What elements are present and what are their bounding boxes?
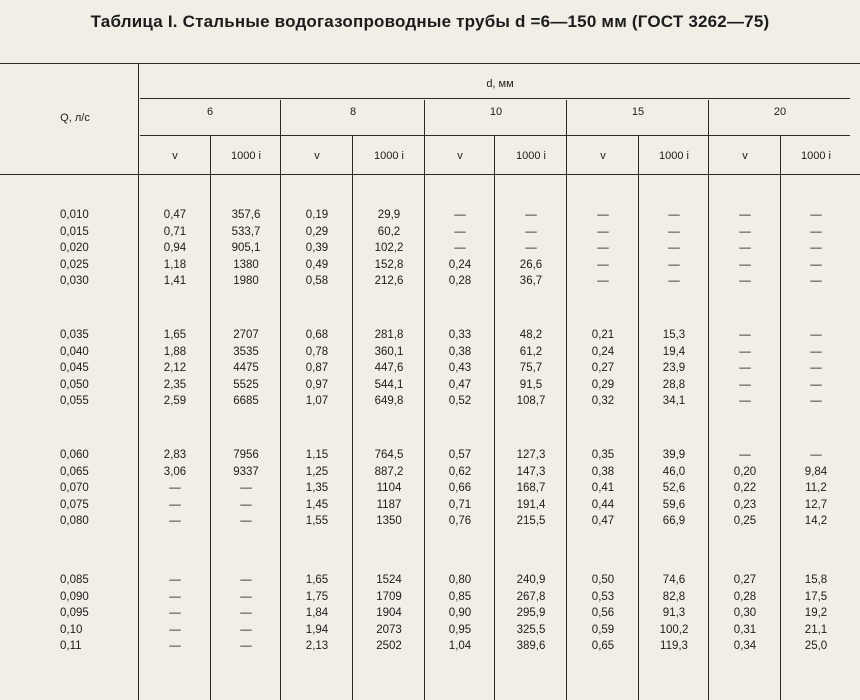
- head-loss-cell: —: [240, 640, 252, 652]
- velocity-cell: 0,39: [305, 242, 329, 254]
- head-loss-cell: 2707: [233, 329, 259, 341]
- rule-q-col: [138, 63, 139, 700]
- v-header: v: [742, 150, 748, 162]
- head-loss-cell: 240,9: [516, 574, 546, 586]
- velocity-cell: —: [739, 225, 751, 238]
- head-loss-cell: —: [810, 242, 822, 254]
- velocity-cell: 1,15: [305, 449, 329, 461]
- velocity-cell: —: [739, 395, 751, 407]
- velocity-cell: 1,65: [305, 574, 329, 586]
- flow-rate-cell: 0,055: [60, 395, 89, 407]
- velocity-cell: 0,47: [163, 209, 187, 221]
- velocity-cell: 0,97: [305, 378, 329, 391]
- v-header: v: [600, 150, 606, 162]
- head-loss-cell: 649,8: [374, 395, 404, 407]
- head-loss-cell: —: [668, 242, 680, 254]
- velocity-cell: —: [169, 574, 181, 586]
- velocity-cell: 0,28: [733, 590, 757, 603]
- head-loss-cell: —: [810, 209, 822, 221]
- velocity-cell: 0,43: [448, 362, 472, 374]
- head-loss-cell: 447,6: [374, 362, 404, 374]
- v-header: v: [172, 150, 178, 162]
- velocity-cell: 0,44: [591, 498, 615, 511]
- head-loss-cell: 119,3: [660, 640, 688, 652]
- head-loss-cell: —: [810, 275, 822, 287]
- velocity-cell: 1,88: [163, 345, 187, 358]
- head-loss-cell: —: [240, 607, 252, 619]
- head-loss-cell: 6685: [233, 395, 259, 407]
- velocity-cell: 1,65: [163, 329, 187, 341]
- velocity-cell: 1,25: [305, 465, 329, 478]
- velocity-cell: —: [597, 209, 609, 221]
- velocity-cell: 0,29: [591, 378, 615, 391]
- head-loss-cell: 46,0: [662, 465, 686, 478]
- head-loss-cell: 100,2: [659, 623, 689, 636]
- head-loss-cell: 74,6: [662, 574, 686, 586]
- velocity-cell: 1,18: [163, 258, 187, 271]
- velocity-cell: 0,94: [163, 242, 187, 254]
- head-loss-cell: 52,6: [662, 482, 686, 494]
- head-loss-cell: 887,2: [374, 465, 404, 478]
- rule-d10-d15: [566, 100, 567, 700]
- head-loss-cell: 11,2: [805, 482, 827, 494]
- head-loss-cell: —: [810, 449, 822, 461]
- diameter-8: 8: [349, 106, 357, 118]
- flow-rate-cell: 0,095: [60, 607, 89, 619]
- head-loss-cell: 12,7: [804, 498, 828, 511]
- velocity-cell: —: [169, 607, 181, 619]
- velocity-cell: 0,38: [591, 465, 615, 478]
- velocity-cell: 0,52: [448, 395, 472, 407]
- loss-header: 1000 i: [516, 150, 546, 162]
- velocity-cell: —: [739, 209, 751, 221]
- velocity-cell: 0,57: [448, 449, 472, 461]
- v-header: v: [314, 150, 320, 162]
- head-loss-cell: 281,8: [374, 329, 404, 341]
- rule-d6-d8: [280, 100, 281, 700]
- v-header: v: [457, 150, 463, 162]
- head-loss-cell: 3535: [233, 345, 259, 358]
- head-loss-cell: —: [668, 258, 680, 271]
- head-loss-cell: 147,3: [516, 465, 546, 478]
- velocity-cell: 0,21: [591, 329, 615, 341]
- flow-rate-cell: 0,050: [60, 378, 89, 391]
- velocity-cell: —: [454, 225, 466, 238]
- velocity-cell: 0,47: [448, 378, 472, 391]
- velocity-cell: 1,35: [305, 482, 329, 494]
- head-loss-cell: 2073: [376, 623, 402, 636]
- flow-rate-cell: 0,010: [60, 209, 89, 221]
- velocity-cell: 0,30: [733, 607, 757, 619]
- flow-rate-cell: 0,015: [60, 225, 89, 238]
- velocity-cell: —: [169, 590, 181, 603]
- head-loss-cell: 59,6: [662, 498, 686, 511]
- velocity-cell: 0,71: [163, 225, 187, 238]
- head-loss-cell: —: [525, 242, 537, 254]
- velocity-cell: —: [739, 362, 751, 374]
- diameter-20: 20: [773, 106, 787, 118]
- rule-d8-mid: [352, 135, 353, 700]
- velocity-cell: —: [454, 242, 466, 254]
- rule-sub-top: [140, 135, 850, 136]
- head-loss-cell: 15,3: [662, 329, 686, 341]
- velocity-cell: —: [169, 482, 181, 494]
- head-loss-cell: 360,1: [374, 345, 404, 358]
- velocity-cell: 0,41: [591, 482, 615, 494]
- head-loss-cell: —: [240, 515, 252, 527]
- head-loss-cell: 1904: [376, 607, 402, 619]
- head-loss-cell: 19,2: [804, 607, 828, 619]
- velocity-cell: 0,38: [448, 345, 472, 358]
- velocity-cell: 0,85: [448, 590, 472, 603]
- head-loss-cell: —: [810, 378, 822, 391]
- loss-header: 1000 i: [231, 150, 261, 162]
- head-loss-cell: —: [810, 225, 822, 238]
- flow-rate-cell: 0,10: [60, 623, 83, 636]
- head-loss-cell: —: [525, 225, 537, 238]
- velocity-cell: 0,62: [448, 465, 472, 478]
- velocity-cell: 0,56: [591, 607, 615, 619]
- head-loss-cell: 66,9: [662, 515, 686, 527]
- velocity-cell: 0,23: [733, 498, 757, 511]
- velocity-cell: 0,28: [448, 275, 472, 287]
- velocity-cell: 1,04: [448, 640, 472, 652]
- velocity-cell: 0,50: [591, 574, 615, 586]
- velocity-cell: 0,87: [305, 362, 329, 374]
- loss-header: 1000 i: [801, 150, 831, 162]
- velocity-cell: —: [454, 209, 466, 221]
- flow-rate-cell: 0,035: [60, 329, 89, 341]
- head-loss-cell: 544,1: [374, 378, 404, 391]
- head-loss-cell: 25,0: [804, 640, 828, 652]
- flow-rate-cell: 0,090: [60, 590, 89, 603]
- velocity-cell: —: [739, 329, 751, 341]
- velocity-cell: 0,58: [305, 275, 329, 287]
- head-loss-cell: —: [240, 590, 252, 603]
- flow-rate-cell: 0,020: [60, 242, 89, 254]
- rule-d20-mid: [780, 135, 781, 700]
- head-loss-cell: 34,1: [662, 395, 686, 407]
- velocity-cell: 0,95: [448, 623, 472, 636]
- rule-d15-mid: [638, 135, 639, 700]
- diameter-6: 6: [206, 106, 214, 118]
- loss-header: 1000 i: [374, 150, 404, 162]
- velocity-cell: —: [169, 515, 181, 527]
- velocity-cell: 2,13: [305, 640, 329, 652]
- rule-d10-mid: [494, 135, 495, 700]
- head-loss-cell: 168,7: [516, 482, 546, 494]
- velocity-cell: 0,19: [305, 209, 329, 221]
- velocity-cell: 0,27: [733, 574, 757, 586]
- rule-d15-d20: [708, 100, 709, 700]
- rule-d-underline: [140, 98, 850, 99]
- flow-rate-cell: 0,025: [60, 258, 89, 271]
- velocity-cell: 0,47: [591, 515, 615, 527]
- head-loss-cell: 1980: [233, 275, 259, 287]
- pipe-table: [0, 60, 860, 700]
- velocity-cell: —: [597, 275, 609, 287]
- velocity-cell: 3,06: [163, 465, 187, 478]
- velocity-cell: 0,20: [733, 465, 757, 478]
- velocity-cell: 0,66: [448, 482, 472, 494]
- head-loss-cell: 102,2: [374, 242, 404, 254]
- velocity-cell: —: [597, 225, 609, 238]
- head-loss-cell: 17,5: [804, 590, 828, 603]
- head-loss-cell: 4475: [233, 362, 259, 374]
- head-loss-cell: —: [525, 209, 537, 221]
- flow-rate-cell: 0,045: [60, 362, 89, 374]
- table-title: Таблица I. Стальные водогазопроводные трубы d =6—150 мм (ГОСТ 3262—75): [90, 12, 770, 31]
- velocity-cell: 0,65: [591, 640, 615, 652]
- head-loss-cell: 36,7: [519, 275, 543, 287]
- flow-rate-cell: 0,030: [60, 275, 89, 287]
- head-loss-cell: 60,2: [377, 225, 401, 238]
- flow-rate-cell: 0,085: [60, 574, 89, 586]
- head-loss-cell: —: [668, 225, 680, 238]
- velocity-cell: 1,75: [305, 590, 329, 603]
- velocity-cell: 0,34: [733, 640, 757, 652]
- head-loss-cell: 15,8: [804, 574, 828, 586]
- head-loss-cell: 61,2: [519, 345, 543, 358]
- velocity-cell: 1,55: [305, 515, 329, 527]
- velocity-cell: 0,22: [733, 482, 757, 494]
- head-loss-cell: 533,7: [231, 225, 261, 238]
- head-loss-cell: 91,3: [662, 607, 686, 619]
- velocity-cell: 0,90: [448, 607, 472, 619]
- flow-rate-cell: 0,075: [60, 498, 89, 511]
- head-loss-cell: 2502: [376, 640, 402, 652]
- velocity-cell: 0,71: [448, 498, 472, 511]
- head-loss-cell: 7956: [233, 449, 259, 461]
- velocity-cell: 0,78: [305, 345, 329, 358]
- head-loss-cell: 19,4: [662, 345, 686, 358]
- velocity-cell: 1,94: [305, 623, 329, 636]
- velocity-cell: 0,27: [591, 362, 615, 374]
- velocity-cell: 0,29: [305, 225, 329, 238]
- head-loss-cell: 1350: [376, 515, 402, 527]
- head-loss-cell: 1104: [376, 482, 402, 494]
- velocity-cell: 2,83: [163, 449, 187, 461]
- diameter-15: 15: [631, 106, 645, 118]
- head-loss-cell: —: [810, 362, 822, 374]
- head-loss-cell: 1380: [233, 258, 259, 271]
- velocity-cell: 1,41: [163, 275, 187, 287]
- rule-top: [0, 63, 860, 64]
- velocity-cell: 1,84: [305, 607, 329, 619]
- head-loss-cell: 1524: [376, 574, 402, 586]
- velocity-cell: 1,07: [305, 395, 329, 407]
- head-loss-cell: 1187: [376, 498, 402, 511]
- velocity-cell: 2,12: [163, 362, 187, 374]
- velocity-cell: 0,24: [448, 258, 472, 271]
- head-loss-cell: 357,6: [231, 209, 261, 221]
- head-loss-cell: 1709: [376, 590, 402, 603]
- velocity-cell: —: [739, 378, 751, 391]
- velocity-cell: 0,80: [448, 574, 472, 586]
- velocity-cell: 0,31: [733, 623, 757, 636]
- head-loss-cell: 26,6: [519, 258, 543, 271]
- head-loss-cell: 28,8: [662, 378, 686, 391]
- velocity-cell: 0,59: [591, 623, 615, 636]
- velocity-cell: 2,59: [163, 395, 187, 407]
- head-loss-cell: —: [240, 482, 252, 494]
- velocity-cell: —: [739, 275, 751, 287]
- head-loss-cell: 215,5: [516, 515, 546, 527]
- rule-d8-d10: [424, 100, 425, 700]
- velocity-cell: 0,68: [305, 329, 329, 341]
- flow-rate-cell: 0,11: [60, 640, 82, 652]
- velocity-cell: 0,35: [591, 449, 615, 461]
- velocity-cell: —: [169, 623, 181, 636]
- head-loss-cell: 82,8: [662, 590, 686, 603]
- head-loss-cell: 191,4: [516, 498, 546, 511]
- head-loss-cell: 127,3: [516, 449, 546, 461]
- head-loss-cell: 389,6: [516, 640, 546, 652]
- flow-rate-cell: 0,070: [60, 482, 89, 494]
- head-loss-cell: —: [240, 574, 252, 586]
- velocity-cell: 0,25: [733, 515, 757, 527]
- flow-rate-cell: 0,065: [60, 465, 89, 478]
- head-loss-cell: 91,5: [519, 378, 543, 391]
- rule-d6-mid: [210, 135, 211, 700]
- head-loss-cell: —: [810, 345, 822, 358]
- velocity-cell: 1,45: [305, 498, 329, 511]
- flow-rate-cell: 0,080: [60, 515, 89, 527]
- flow-rate-cell: 0,060: [60, 449, 89, 461]
- head-loss-cell: —: [668, 209, 680, 221]
- velocity-cell: 0,76: [448, 515, 472, 527]
- head-loss-cell: —: [810, 258, 822, 271]
- head-loss-cell: 5525: [233, 378, 259, 391]
- head-loss-cell: —: [810, 395, 822, 407]
- velocity-cell: 0,32: [591, 395, 615, 407]
- velocity-cell: 0,33: [448, 329, 472, 341]
- head-loss-cell: 48,2: [519, 329, 543, 341]
- head-loss-cell: 9,84: [804, 465, 828, 478]
- velocity-cell: —: [169, 640, 181, 652]
- head-loss-cell: 21,1: [804, 623, 828, 636]
- head-loss-cell: —: [810, 329, 822, 341]
- head-loss-cell: 39,9: [662, 449, 686, 461]
- diameter-10: 10: [489, 106, 503, 118]
- velocity-cell: —: [597, 242, 609, 254]
- head-loss-cell: —: [240, 498, 252, 511]
- head-loss-cell: 29,9: [377, 209, 401, 221]
- head-loss-cell: 325,5: [516, 623, 546, 636]
- velocity-cell: 0,49: [305, 258, 329, 271]
- head-loss-cell: 14,2: [804, 515, 828, 527]
- velocity-cell: 0,24: [591, 345, 615, 358]
- d-header: d, мм: [486, 78, 514, 90]
- loss-header: 1000 i: [659, 150, 689, 162]
- velocity-cell: —: [739, 258, 751, 271]
- velocity-cell: —: [739, 449, 751, 461]
- head-loss-cell: 295,9: [516, 607, 546, 619]
- head-loss-cell: 212,6: [374, 275, 404, 287]
- flow-rate-cell: 0,040: [60, 345, 89, 358]
- velocity-cell: —: [169, 498, 181, 511]
- head-loss-cell: 108,7: [516, 395, 546, 407]
- head-loss-cell: —: [668, 275, 680, 287]
- velocity-cell: —: [597, 258, 609, 271]
- velocity-cell: 0,53: [591, 590, 615, 603]
- rule-header-bottom: [0, 174, 860, 175]
- head-loss-cell: 764,5: [374, 449, 404, 461]
- head-loss-cell: 152,8: [374, 258, 404, 271]
- head-loss-cell: 23,9: [662, 362, 686, 374]
- velocity-cell: —: [739, 242, 751, 254]
- head-loss-cell: 905,1: [231, 242, 261, 254]
- q-header: Q, л/с: [60, 112, 90, 124]
- head-loss-cell: 9337: [233, 465, 259, 478]
- head-loss-cell: —: [240, 623, 252, 636]
- head-loss-cell: 267,8: [516, 590, 546, 603]
- velocity-cell: —: [739, 345, 751, 358]
- head-loss-cell: 75,7: [519, 362, 543, 374]
- velocity-cell: 2,35: [163, 378, 187, 391]
